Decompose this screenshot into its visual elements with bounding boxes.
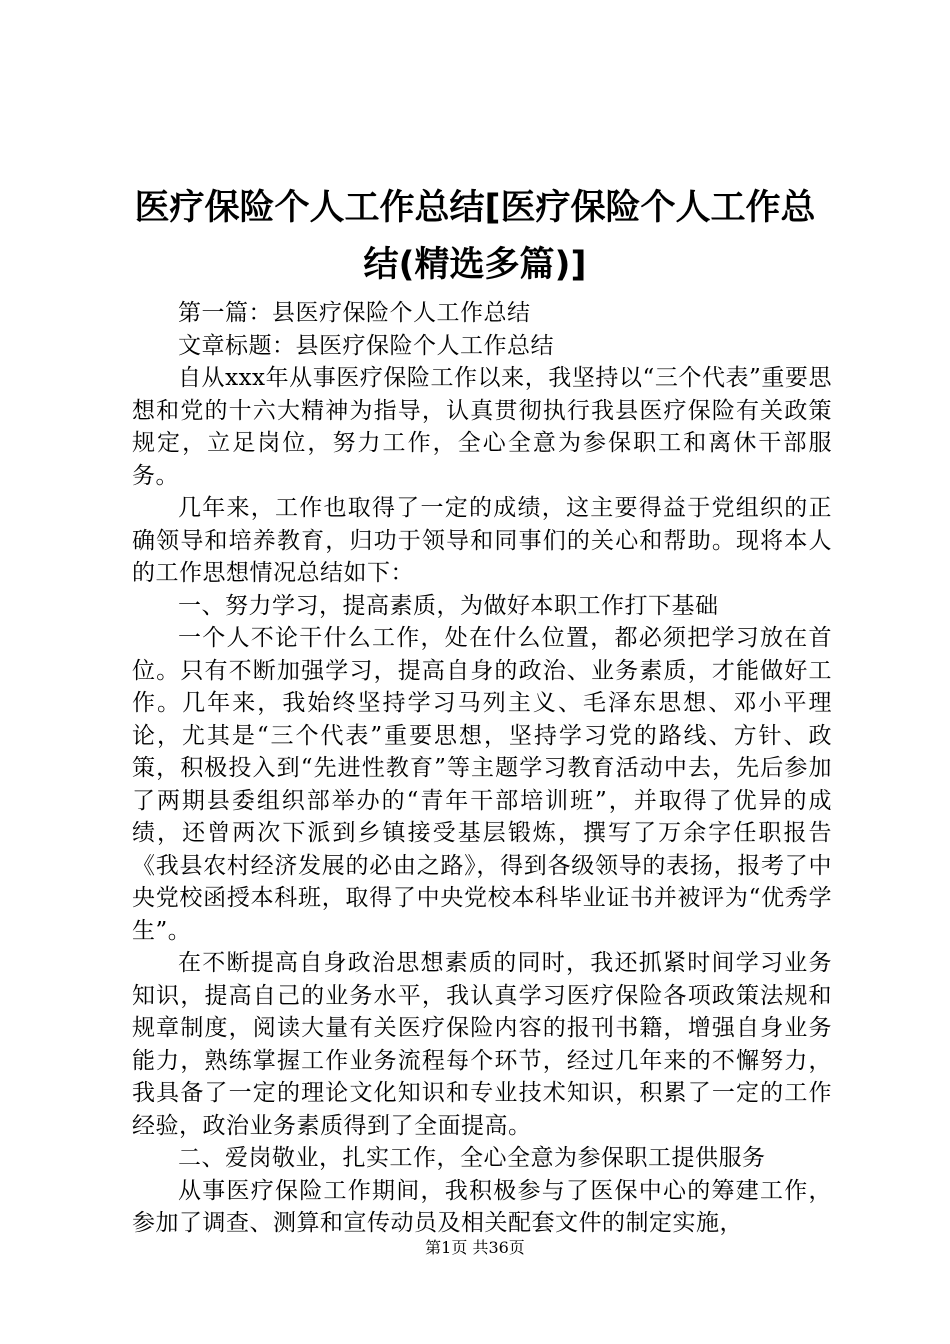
section-heading: 第一篇：县医疗保险个人工作总结 [178, 300, 531, 326]
subsection-heading: 二、爱岗敬业，扎实工作，全心全意为参保职工提供服务 [178, 1145, 766, 1171]
article-title-line: 文章标题：县医疗保险个人工作总结 [178, 332, 554, 359]
paragraph: 一个人不论干什么工作，处在什么位置，都必须把学习放在首位。只有不断加强学习，提高自身的政治、业务素质，才能做好工作。几年来，我始终坚持学习马列主义、毛泽东思想、邓小平理论，尤其是“三个代表”重要思想，坚持学习党的路线、方针、政策，积极投入到“先进性教育”等主题学习教育活动中去，先后参加了两期县委组织部举办的“青年干部培训班”，并取得了优异的成绩，还曾两次下派到乡镇接受基层锻炼，撰写了万余字任职报告《我县农村经济发展的必由之路》，得到各级领导的表扬，报考了中央党校函授本科班，取得了中央党校本科毕业证书并被评为“优秀学生”。 [132, 625, 832, 944]
document-title: 医疗保险个人工作总结[医疗保险个人工作总结(精选多篇)] [134, 188, 816, 285]
subsection-heading: 一、努力学习，提高素质，为做好本职工作打下基础 [178, 592, 719, 619]
paragraph: 在不断提高自身政治思想素质的同时，我还抓紧时间学习业务知识，提高自己的业务水平，我认真学习医疗保险各项政策法规和规章制度，阅读大量有关医疗保险内容的报刊书籍，增强自身业务能力，熟练掌握工作业务流程每个环节，经过几年来的不懈努力，我具备了一定的理论文化知识和专业技术知识，积累了一定的工作经验，政治业务素质得到了全面提高。 [132, 950, 832, 1139]
document-body [132, 297, 832, 1240]
paragraph: 从事医疗保险工作期间，我积极参与了医保中心的筹建工作，参加了调查、测算和宣传动员及相关配套文件的制定实施， [132, 1177, 832, 1236]
paragraph: 自从xxx年从事医疗保险工作以来，我坚持以“三个代表”重要思想和党的十六大精神为指导，认真贯彻执行我县医疗保险有关政策规定，立足岗位，努力工作，全心全意为参保职工和离休干部服务。 [132, 365, 832, 489]
paragraph: 几年来，工作也取得了一定的成绩，这主要得益于党组织的正确领导和培养教育，归功于领导和同事们的关心和帮助。现将本人的工作思想情况总结如下： [132, 495, 832, 586]
page-footer: 第1页 共36页 [425, 1238, 525, 1257]
